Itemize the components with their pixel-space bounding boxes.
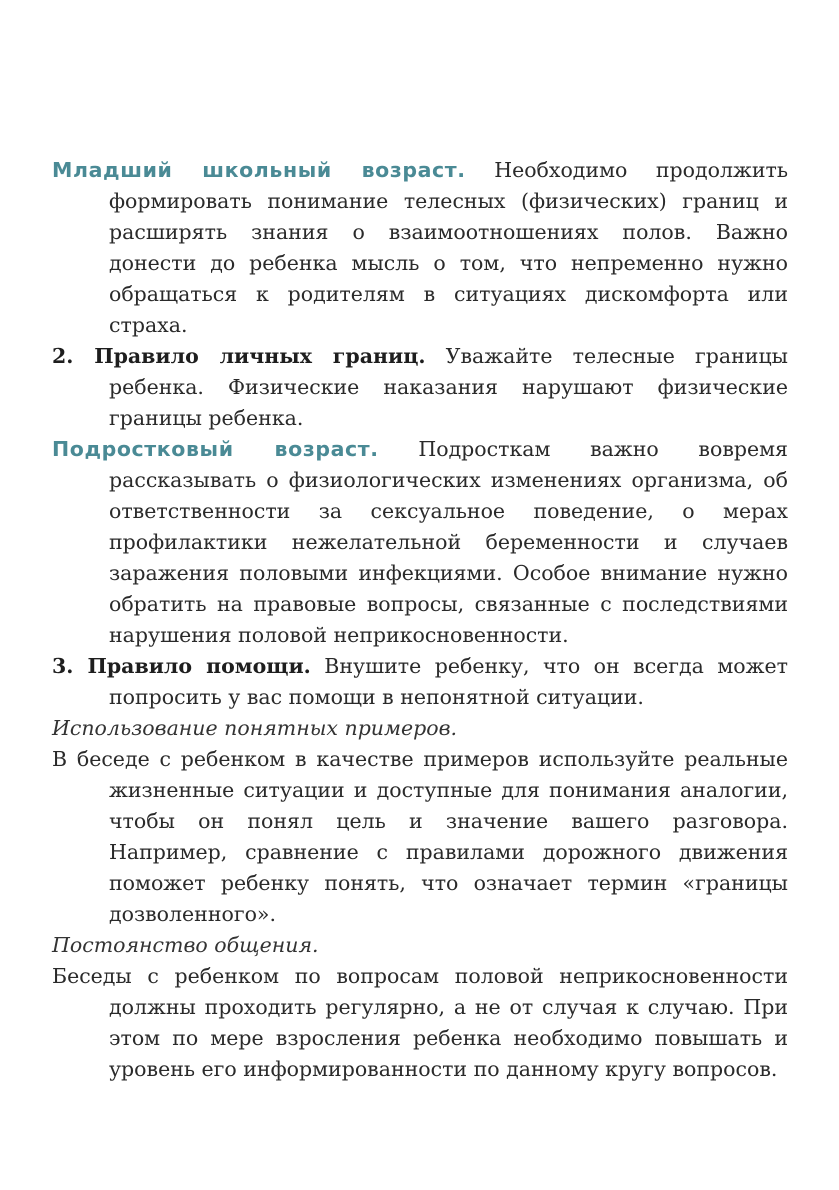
subheading-constant-communication: Постоянство общения. — [52, 933, 319, 957]
paragraph-text: Уважайте телесные границы ребенка. Физические наказания нарушают физические границы ребенка. — [109, 344, 788, 430]
heading-primary-school-age: Младший школьный возраст. — [52, 158, 466, 182]
paragraph-rule-personal-boundaries — [52, 341, 788, 434]
paragraph-rule-help — [52, 651, 788, 713]
paragraph-text: Подросткам важно вовремя рассказывать о физиологических изменениях организма, об ответственности за сексуальное поведение, о мерах профилактики нежелательной беременности и случаев заражения половыми инфекциями. Особое внимание нужно обратить на правовые вопросы, связанные с последствиями нарушения половой неприкосновенности. — [109, 437, 788, 647]
paragraph-text: Необходимо продолжить формировать понимание телесных (физических) границ и расширять знания о взаимоотношениях полов. Важно донести до ребенка мысль о том, что непременно нужно обращаться к родителям в ситуациях дискомфорта или страха. — [109, 158, 789, 337]
paragraph-text: Внушите ребенку, что он всегда может попросить у вас помощи в непонятной ситуации. — [109, 654, 788, 709]
paragraph-constant-communication — [52, 961, 788, 1085]
rule-title-personal-boundaries: 2. Правило личных границ. — [52, 344, 426, 368]
paragraph-text: Беседы с ребенком по вопросам половой неприкосновенности должны проходить регулярно, а не от случая к случаю. При этом по мере взросления ребенка необходимо повышать и уровень его информированности по данному кругу вопросов. — [52, 964, 788, 1081]
paragraph-teen-age — [52, 434, 788, 651]
rule-title-help: 3. Правило помощи. — [52, 654, 311, 678]
subheading-examples: Использование понятных примеров. — [52, 716, 458, 740]
paragraph-primary-school-age — [52, 155, 788, 341]
page-content — [52, 155, 788, 1085]
heading-teen-age: Подростковый возраст. — [52, 437, 379, 461]
paragraph-examples — [52, 744, 788, 930]
paragraph-text: В беседе с ребенком в качестве примеров используйте реальные жизненные ситуации и доступные для понимания аналогии, чтобы он понял цель и значение вашего разговора. Например, сравнение с правилами дорожного движения поможет ребенку понять, что означает термин «границы дозволенного». — [52, 747, 788, 926]
